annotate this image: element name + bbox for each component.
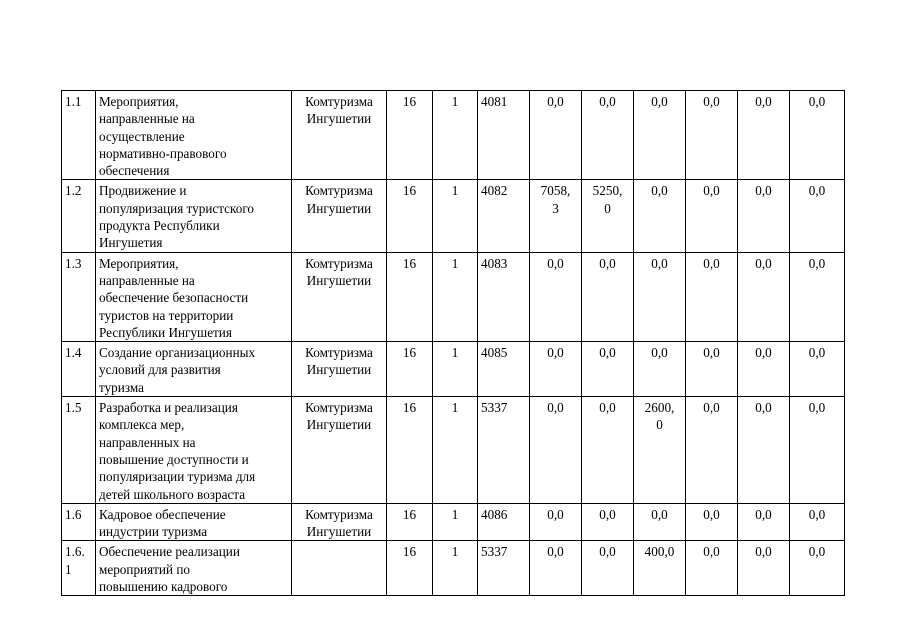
measure-name-line: повышение доступности и [99, 451, 249, 467]
value-2-cell [582, 180, 634, 252]
value-1-line: 0,0 [547, 506, 564, 522]
measure-name-cell [96, 91, 292, 180]
value-4-cell: 0,0 [686, 180, 738, 252]
value-2-line: 0,0 [599, 506, 616, 522]
value-3-cell [634, 91, 686, 180]
table-row [62, 503, 845, 541]
measure-name-line: нормативно-правового [99, 145, 227, 161]
value-1-cell [530, 397, 582, 504]
value-3-line: 0 [656, 417, 663, 433]
value-2-line: 0,0 [599, 400, 616, 416]
value-4-cell: 0,0 [686, 541, 738, 596]
responsible-org-cell [292, 252, 387, 341]
table-row [62, 342, 845, 397]
measure-name-line: индустрии туризма [99, 524, 208, 540]
program-code-cell: 1 [433, 91, 478, 180]
value-5-cell: 0,0 [738, 397, 790, 504]
measure-name-cell [96, 541, 292, 596]
responsible-org-line: Ингушетии [306, 362, 372, 378]
responsible-org-line: Комтуризма [305, 183, 373, 199]
value-5-cell: 0,0 [738, 252, 790, 341]
value-6-cell: 0,0 [790, 503, 845, 541]
value-2-cell [582, 541, 634, 596]
value-1-cell [530, 541, 582, 596]
value-3-line: 0,0 [651, 183, 668, 199]
responsible-org-line: Ингушетии [306, 111, 372, 127]
program-code-cell: 1 [433, 252, 478, 341]
responsible-org-cell [292, 503, 387, 541]
measure-name-line: туристов на территории [99, 307, 234, 323]
measure-name-line: детей школьного возраста [99, 486, 246, 502]
value-1-line: 0,0 [547, 94, 564, 109]
grbs-code-cell: 16 [387, 91, 433, 180]
value-3-line: 0,0 [651, 94, 668, 109]
value-1-cell [530, 252, 582, 341]
value-6-cell: 0,0 [790, 180, 845, 252]
row-number-cell [62, 397, 96, 504]
table-row [62, 180, 845, 252]
measure-name-line: осуществление [99, 128, 185, 144]
measure-name-cell [96, 342, 292, 397]
value-2-line: 0 [604, 200, 611, 216]
grbs-code-cell: 16 [387, 342, 433, 397]
value-1-line: 0,0 [547, 345, 564, 361]
value-2-line: 0,0 [599, 255, 616, 271]
measure-name-line: Мероприятия, [99, 94, 179, 109]
program-table [61, 90, 845, 596]
subprogram-code-cell: 5337 [478, 397, 530, 504]
value-2-line: 5250, [592, 183, 623, 199]
value-3-cell [634, 180, 686, 252]
measure-name-line: условий для развития [99, 362, 221, 378]
value-4-cell: 0,0 [686, 397, 738, 504]
row-number-cell [62, 252, 96, 341]
value-5-cell: 0,0 [738, 342, 790, 397]
measure-name-line: Продвижение и [99, 183, 187, 199]
value-3-line: 0,0 [651, 506, 668, 522]
value-3-line: 2600, [644, 400, 675, 416]
responsible-org-line: Ингушетии [306, 524, 372, 540]
value-3-line: 400,0 [644, 544, 675, 560]
measure-name-line: Кадровое обеспечение [99, 506, 226, 522]
measure-name-line: направленных на [99, 434, 196, 450]
row-number-line: 1.1 [65, 94, 82, 109]
table-row [62, 541, 845, 596]
row-number-cell [62, 342, 96, 397]
subprogram-code-cell: 4086 [478, 503, 530, 541]
measure-name-line: Разработка и реализация [99, 400, 238, 416]
row-number-line: 1.6 [65, 506, 82, 522]
value-3-line: 0,0 [651, 345, 668, 361]
value-6-cell: 0,0 [790, 397, 845, 504]
value-3-cell [634, 541, 686, 596]
value-6-cell: 0,0 [790, 252, 845, 341]
value-1-line: 0,0 [547, 544, 564, 560]
row-number-line: 1.6. [65, 544, 85, 560]
value-3-cell [634, 397, 686, 504]
grbs-code-cell: 16 [387, 503, 433, 541]
value-4-cell: 0,0 [686, 91, 738, 180]
value-4-cell: 0,0 [686, 252, 738, 341]
value-2-cell [582, 342, 634, 397]
subprogram-code-cell: 4085 [478, 342, 530, 397]
value-2-line: 0,0 [599, 544, 616, 560]
subprogram-code-cell: 4082 [478, 180, 530, 252]
value-1-line: 0,0 [547, 255, 564, 271]
measure-name-line: направленные на [99, 272, 195, 288]
value-3-cell [634, 252, 686, 341]
row-number-line: 1.3 [65, 255, 82, 271]
responsible-org-line: Комтуризма [305, 506, 373, 522]
measure-name-line: продукта Республики [99, 218, 220, 234]
value-5-cell: 0,0 [738, 180, 790, 252]
table-row [62, 397, 845, 504]
row-number-cell [62, 503, 96, 541]
measure-name-line: популяризация туристского [99, 200, 255, 216]
row-number-line: 1.5 [65, 400, 82, 416]
program-code-cell: 1 [433, 503, 478, 541]
measure-name-line: туризма [99, 379, 144, 395]
measure-name-line: направленные на [99, 111, 195, 127]
value-6-cell: 0,0 [790, 91, 845, 180]
subprogram-code-cell: 4081 [478, 91, 530, 180]
responsible-org-line: Ингушетии [306, 417, 372, 433]
value-3-cell [634, 503, 686, 541]
value-4-cell: 0,0 [686, 342, 738, 397]
measure-name-line: Республики Ингушетия [99, 324, 232, 340]
value-1-line: 7058, [540, 183, 571, 199]
measure-name-cell [96, 252, 292, 341]
value-3-line: 0,0 [651, 255, 668, 271]
subprogram-code-cell: 5337 [478, 541, 530, 596]
value-2-cell [582, 252, 634, 341]
responsible-org-line: Комтуризма [305, 94, 373, 109]
value-2-line: 0,0 [599, 94, 616, 109]
measure-name-line: повышению кадрового [99, 579, 228, 595]
responsible-org-cell [292, 397, 387, 504]
grbs-code-cell: 16 [387, 397, 433, 504]
responsible-org-cell [292, 180, 387, 252]
responsible-org-cell [292, 541, 387, 596]
value-1-line: 3 [552, 200, 559, 216]
responsible-org-cell [292, 342, 387, 397]
value-2-cell [582, 397, 634, 504]
value-1-line: 0,0 [547, 400, 564, 416]
responsible-org-cell [292, 91, 387, 180]
row-number-cell [62, 180, 96, 252]
measure-name-line: популяризации туризма для [99, 469, 256, 485]
responsible-org-line: Ингушетии [306, 200, 372, 216]
measure-name-line: Мероприятия, [99, 255, 179, 271]
value-5-cell: 0,0 [738, 91, 790, 180]
value-5-cell: 0,0 [738, 541, 790, 596]
measure-name-cell [96, 503, 292, 541]
grbs-code-cell: 16 [387, 252, 433, 341]
value-4-cell: 0,0 [686, 503, 738, 541]
value-1-cell [530, 180, 582, 252]
measure-name-line: Ингушетия [99, 235, 163, 251]
value-5-cell: 0,0 [738, 503, 790, 541]
program-code-cell: 1 [433, 342, 478, 397]
program-code-cell: 1 [433, 180, 478, 252]
responsible-org-line: Комтуризма [305, 255, 373, 271]
measure-name-line: обеспечение безопасности [99, 290, 249, 306]
value-2-line: 0,0 [599, 345, 616, 361]
value-2-cell [582, 503, 634, 541]
grbs-code-cell: 16 [387, 180, 433, 252]
value-6-cell: 0,0 [790, 541, 845, 596]
value-3-cell [634, 342, 686, 397]
row-number-cell [62, 541, 96, 596]
responsible-org-line: Комтуризма [305, 345, 373, 361]
value-2-cell [582, 91, 634, 180]
row-number-line: 1 [65, 561, 72, 577]
measure-name-line: обеспечения [99, 163, 170, 179]
row-number-line: 1.2 [65, 183, 82, 199]
grbs-code-cell: 16 [387, 541, 433, 596]
table-row [62, 252, 845, 341]
row-number-line: 1.4 [65, 345, 82, 361]
value-6-cell: 0,0 [790, 342, 845, 397]
program-code-cell: 1 [433, 397, 478, 504]
value-1-cell [530, 91, 582, 180]
value-1-cell [530, 342, 582, 397]
value-1-cell [530, 503, 582, 541]
responsible-org-line: Комтуризма [305, 400, 373, 416]
table-row [62, 91, 845, 180]
measure-name-cell [96, 397, 292, 504]
measure-name-cell [96, 180, 292, 252]
measure-name-line: Обеспечение реализации [99, 544, 240, 560]
measure-name-line: Создание организационных [99, 345, 256, 361]
measure-name-line: комплекса мер, [99, 417, 185, 433]
row-number-cell [62, 91, 96, 180]
measure-name-line: мероприятий по [99, 561, 190, 577]
program-code-cell: 1 [433, 541, 478, 596]
subprogram-code-cell: 4083 [478, 252, 530, 341]
responsible-org-line: Ингушетии [306, 272, 372, 288]
